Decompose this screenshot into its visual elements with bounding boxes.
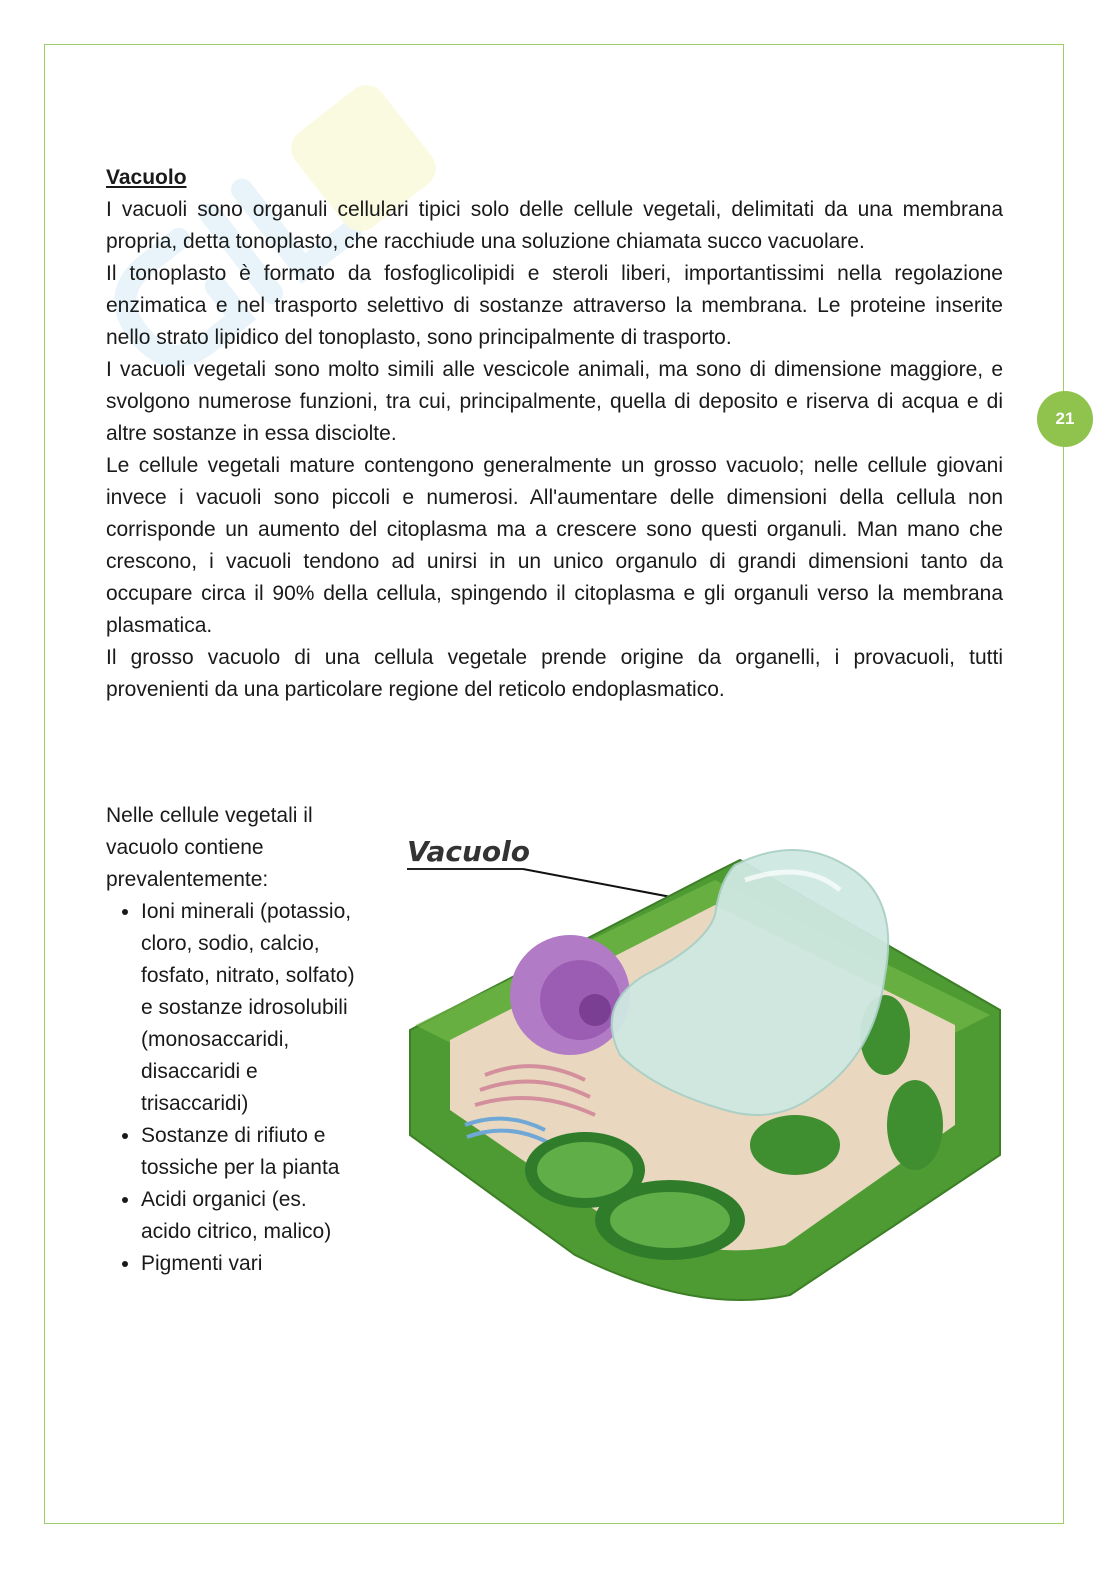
list-item: • Pigmenti vari	[141, 1248, 356, 1280]
page-number-badge	[1037, 391, 1093, 447]
chloroplast	[887, 1080, 943, 1170]
list-item: • Ioni minerali (potassio, cloro, sodio, calcio, fosfato, nitrato, solfato) e sostanze idrosolubili (monosaccaridi, disaccaridi e trisaccaridi)	[141, 896, 356, 1120]
article	[106, 162, 1003, 706]
figure-label: Vacuolo	[407, 835, 530, 868]
nucleus-inner	[540, 960, 620, 1040]
list-item: • Acidi organici (es. acido citrico, malico)	[141, 1184, 356, 1248]
chloroplast-inner	[610, 1192, 730, 1248]
paragraph: I vacuoli sono organuli cellulari tipici solo delle cellule vegetali, delimitati da una membrana propria, detta tonoplasto, che racchiude una soluzione chiamata succo vacuolare.	[106, 198, 1003, 253]
mitochondrion-inner	[537, 1142, 633, 1198]
nucleolus	[579, 994, 611, 1026]
page-number: 21	[1055, 409, 1075, 428]
paragraph: Le cellule vegetali mature contengono generalmente un grosso vacuolo; nelle cellule giovani invece i vacuoli sono piccoli e numerosi. All'aumentare delle dimensioni della cellula non corrisponde un aumento del citoplasma ma a crescere sono questi organuli. Man mano che crescono, i vacuoli tendono ad unirsi in un unico organulo di grandi dimensioni tanto da occupare circa il 90% della cellula, spingendo il citoplasma e gli organuli verso la membrana plasmatica.	[106, 454, 1003, 637]
paragraph: Il tonoplasto è formato da fosfoglicolipidi e steroli liberi, importantissimi nella regolazione enzimatica e nel trasporto selettivo di sostanze attraverso la membrana. Le proteine inserite nello strato lipidico del tonoplasto, sono principalmente di trasporto.	[106, 262, 1003, 349]
paragraph: Il grosso vacuolo di una cellula vegetale prende origine da organelli, i provacuoli, tutti provenienti da una particolare regione del reticolo endoplasmatico.	[106, 646, 1003, 701]
plant-cell-figure	[395, 825, 1015, 1325]
article-title: Vacuolo	[106, 166, 187, 189]
contents-list	[106, 896, 356, 1280]
chloroplast	[750, 1115, 840, 1175]
contents-list-section	[106, 800, 356, 1280]
plant-cell-illustration	[395, 825, 1015, 1325]
list-intro: Nelle cellule vegetali il vacuolo contiene prevalentemente:	[106, 804, 313, 891]
list-item: • Sostanze di rifiuto e tossiche per la pianta	[141, 1120, 356, 1184]
paragraph: I vacuoli vegetali sono molto simili alle vescicole animali, ma sono di dimensione maggiore, e svolgono numerose funzioni, tra cui, principalmente, quella di deposito e riserva di acqua e di altre sostanze in essa disciolte.	[106, 358, 1003, 445]
